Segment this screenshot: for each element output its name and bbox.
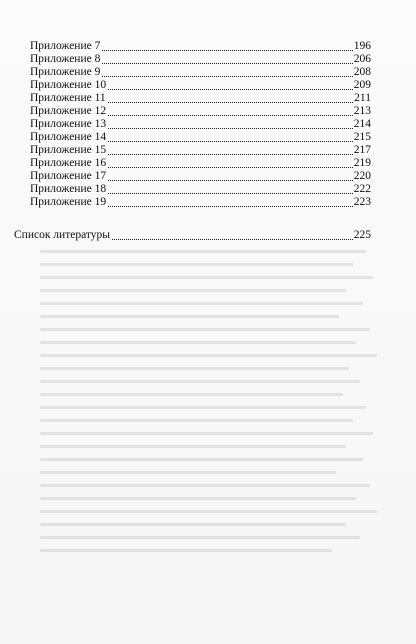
toc-entry-page: 215	[353, 131, 371, 143]
toc-entry-label: Приложение 13	[30, 118, 107, 130]
toc-entry-page: 217	[353, 144, 371, 156]
toc-entry-page: 211	[354, 92, 371, 104]
toc-entry-label: Приложение 9	[30, 66, 101, 78]
dot-leader	[102, 75, 352, 77]
toc-entry-label: Приложение 15	[30, 144, 107, 156]
toc-entry-label: Список литературы	[14, 229, 110, 241]
toc-entry-appendix-10[interactable]	[30, 79, 371, 92]
toc-entry-label: Приложение 16	[30, 157, 107, 169]
toc-entry-page: 225	[353, 229, 371, 241]
toc-entry-appendix-13[interactable]	[30, 118, 371, 131]
toc-entry-appendix-7[interactable]	[30, 40, 371, 53]
toc-entry-label: Приложение 18	[30, 183, 107, 195]
dot-leader	[108, 192, 353, 194]
dot-leader	[108, 140, 353, 142]
toc-entry-page: 223	[353, 196, 371, 208]
dot-leader	[108, 179, 353, 181]
toc-entry-appendix-11[interactable]	[30, 92, 371, 105]
dot-leader	[112, 238, 353, 240]
dot-leader	[108, 88, 353, 90]
dot-leader	[108, 205, 353, 207]
toc-entry-page: 222	[353, 183, 371, 195]
toc-entry-appendix-19[interactable]	[30, 196, 371, 209]
toc-entry-label: Приложение 14	[30, 131, 107, 143]
toc-entry-page: 213	[353, 105, 371, 117]
toc-entry-page: 196	[353, 40, 371, 52]
toc-entry-label: Приложение 8	[30, 53, 101, 65]
toc-entry-page: 206	[353, 53, 371, 65]
toc-entry-page: 208	[353, 66, 371, 78]
toc-entry-page: 219	[353, 157, 371, 169]
toc-entry-label: Приложение 11	[30, 92, 106, 104]
toc-entry-bibliography[interactable]	[14, 229, 371, 242]
toc-entry-label: Приложение 7	[30, 40, 101, 52]
toc-entry-label: Приложение 17	[30, 170, 107, 182]
toc-entry-appendix-17[interactable]	[30, 170, 371, 183]
dot-leader	[108, 127, 353, 129]
toc-entry-page: 214	[353, 118, 371, 130]
toc-entry-appendix-14[interactable]	[30, 131, 371, 144]
show-through-text	[40, 250, 380, 580]
dot-leader	[108, 114, 353, 116]
toc-entry-appendix-9[interactable]	[30, 66, 371, 79]
toc-entry-appendix-16[interactable]	[30, 157, 371, 170]
toc-entry-label: Приложение 19	[30, 196, 107, 208]
toc-entry-appendix-15[interactable]	[30, 144, 371, 157]
dot-leader	[108, 166, 353, 168]
toc-entry-page: 220	[353, 170, 371, 182]
toc-entry-label: Приложение 12	[30, 105, 107, 117]
toc-entry-appendix-12[interactable]	[30, 105, 371, 118]
toc-entry-appendix-8[interactable]	[30, 53, 371, 66]
dot-leader	[108, 101, 354, 103]
dot-leader	[108, 153, 353, 155]
dot-leader	[102, 62, 352, 64]
toc-entry-label: Приложение 10	[30, 79, 107, 91]
toc-entry-page: 209	[353, 79, 371, 91]
dot-leader	[102, 49, 352, 51]
toc-entry-appendix-18[interactable]	[30, 183, 371, 196]
